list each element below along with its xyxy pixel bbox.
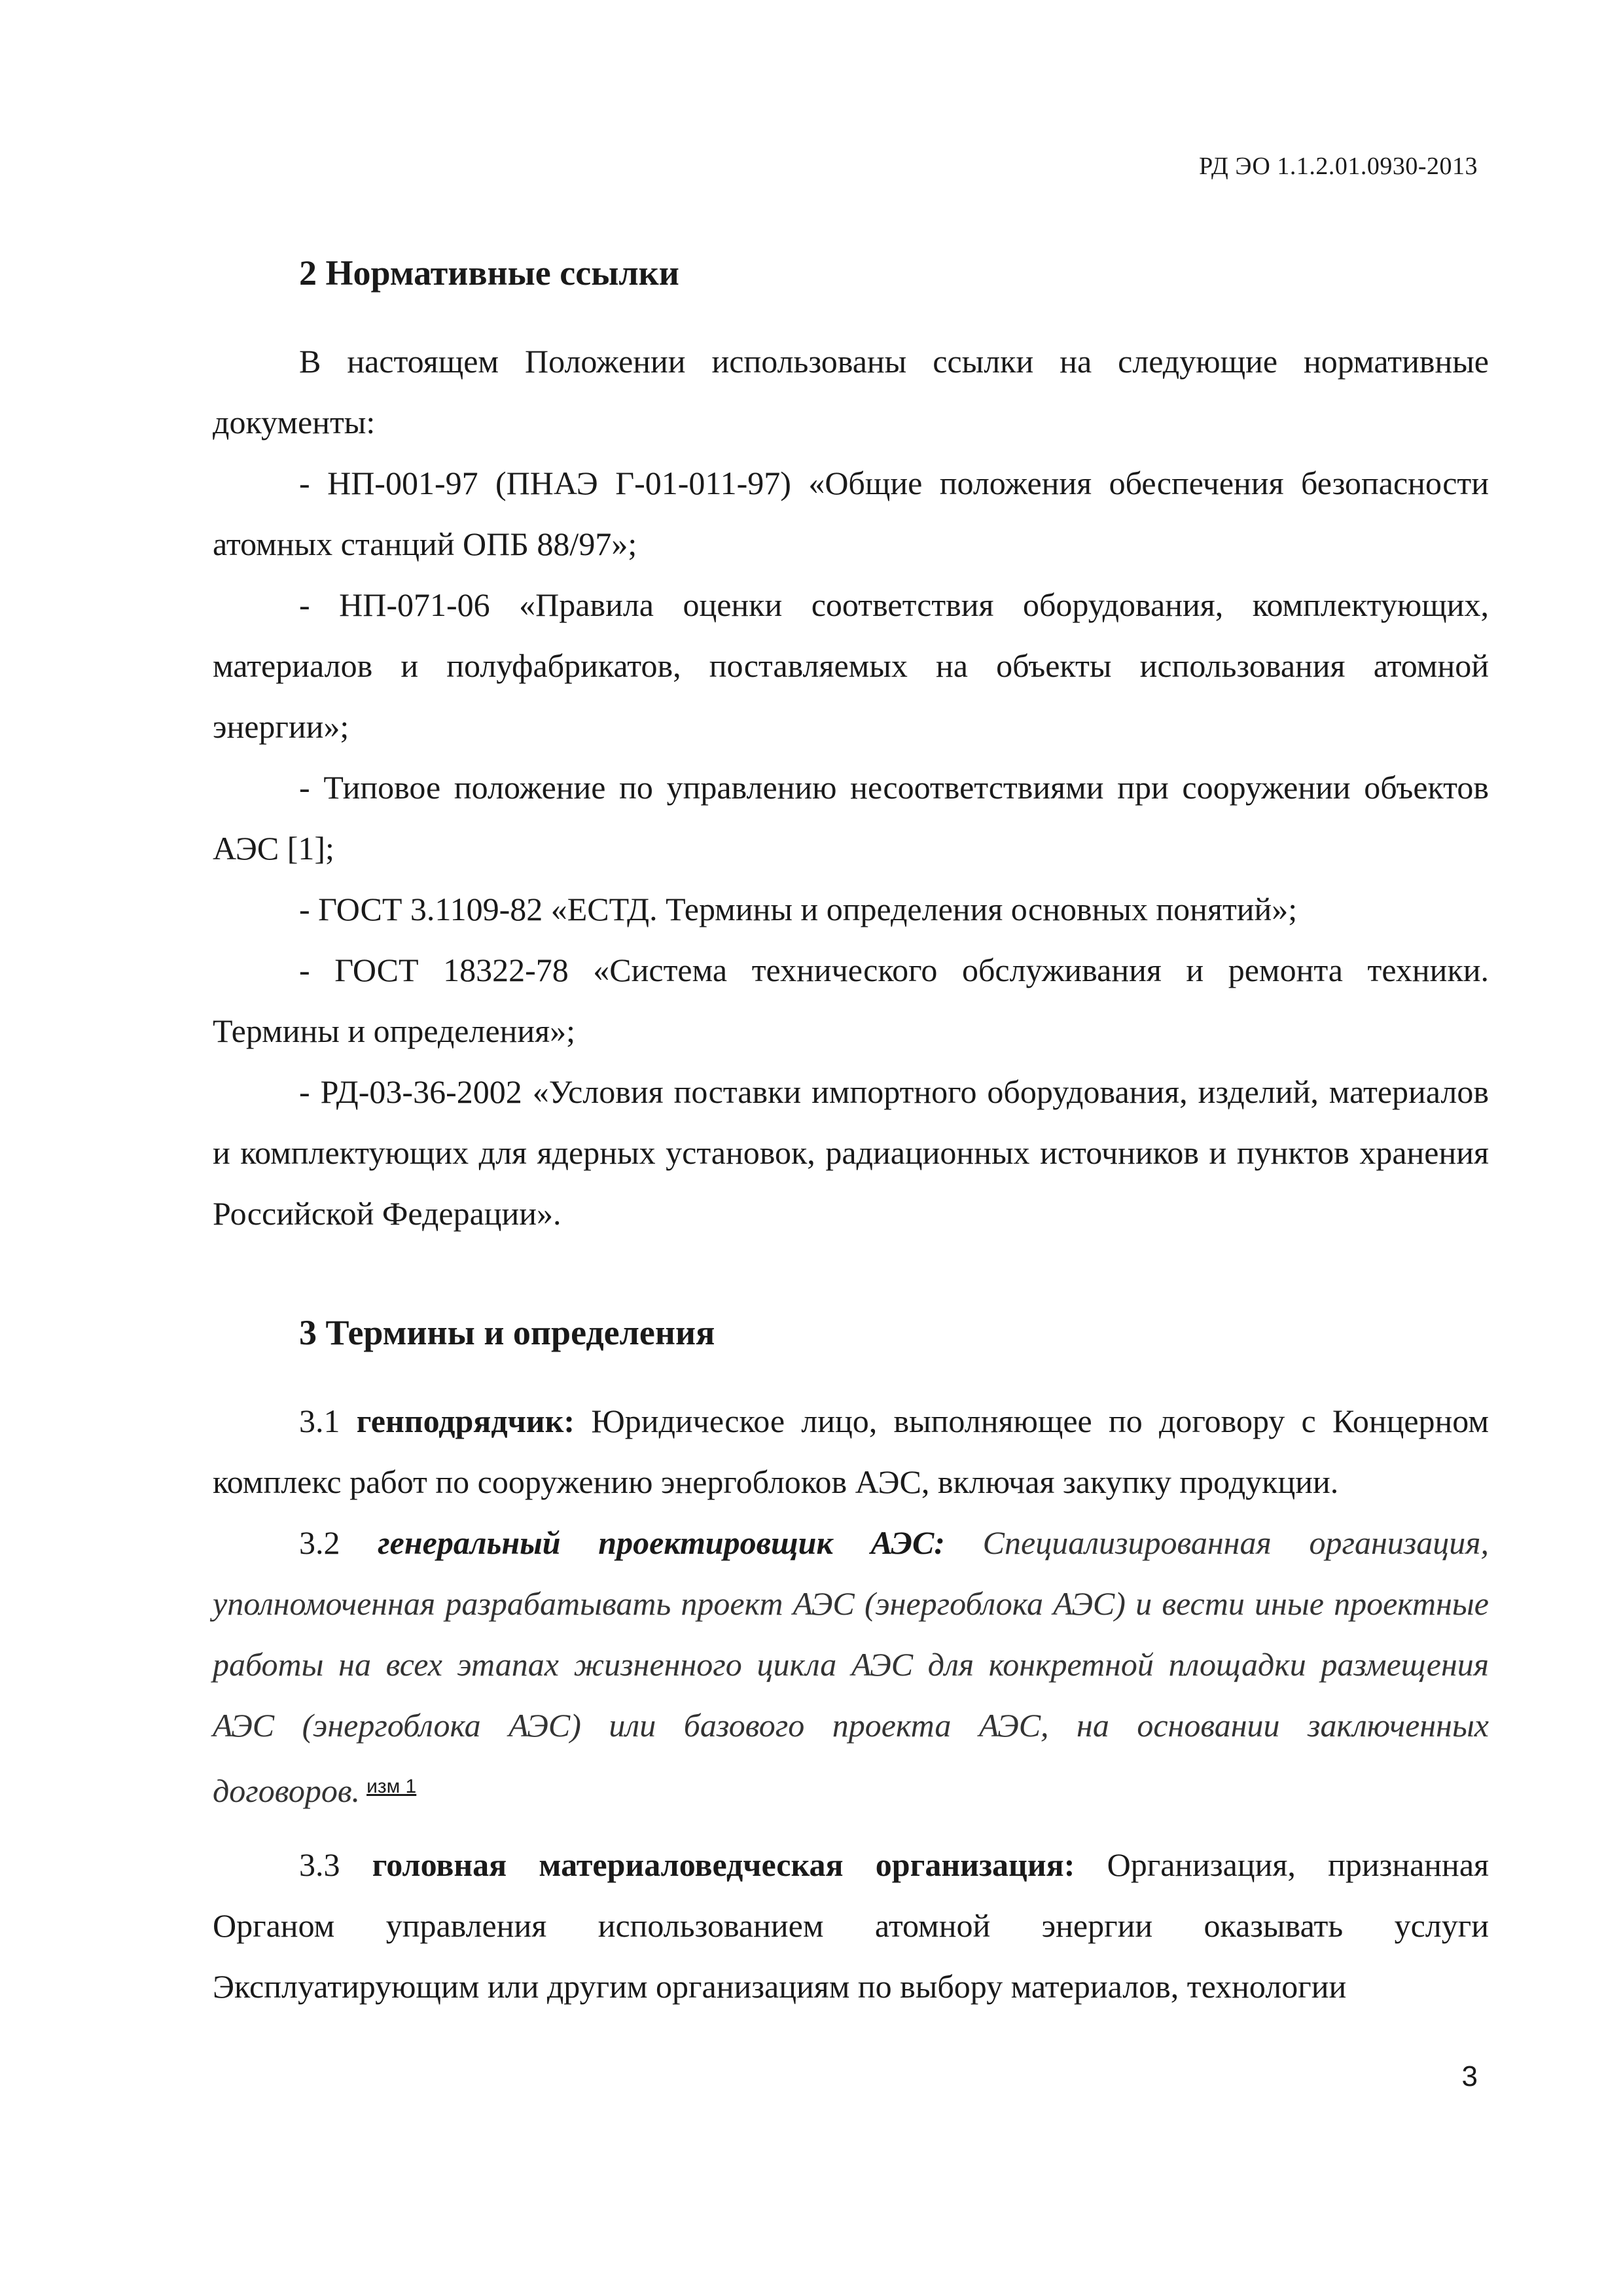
section-2-heading: 2 Нормативные ссылки bbox=[299, 253, 679, 293]
term-number: 3.3 bbox=[299, 1846, 340, 1883]
term-definition: Юридическое лицо, выполняющее по договору с Концерном комплекс работ по сооружению энергоблоков АЭС, включая закупку продукции. bbox=[213, 1403, 1489, 1500]
document-code: РД ЭО 1.1.2.01.0930-2013 bbox=[1199, 152, 1478, 180]
section-3-heading: 3 Термины и определения bbox=[299, 1313, 715, 1352]
term-number: 3.1 bbox=[299, 1403, 340, 1439]
section-2-intro: В настоящем Положении использованы ссылки на следующие нормативные документы: bbox=[213, 343, 1489, 440]
term-name: генеральный проектировщик АЭС: bbox=[378, 1524, 945, 1561]
term-3-1 bbox=[213, 1391, 1489, 1513]
reference-item: - ГОСТ 18322-78 «Система технического обслуживания и ремонта техники. Термины и определения»; bbox=[213, 952, 1489, 1049]
reference-item: - Типовое положение по управлению несоответствиями при сооружении объектов АЭС [1]; bbox=[213, 769, 1489, 867]
term-number: 3.2 bbox=[299, 1524, 340, 1561]
term-3-2 bbox=[213, 1513, 1489, 1821]
reference-item: - ГОСТ 3.1109-82 «ЕСТД. Термины и определения основных понятий»; bbox=[299, 891, 1298, 927]
page-number: 3 bbox=[1461, 2060, 1478, 2092]
term-3-3 bbox=[213, 1835, 1489, 2017]
term-name: генподрядчик: bbox=[356, 1403, 575, 1439]
term-name: головная материаловедческая организация: bbox=[372, 1846, 1075, 1883]
reference-item: - РД-03-36-2002 «Условия поставки импортного оборудования, изделий, материалов и комплектующих для ядерных установок, радиационных источников и пунктов хранения Российской Федерации». bbox=[213, 1073, 1489, 1232]
term-definition: Специализированная организация, уполномоченная разрабатывать проект АЭС (энергоблока АЭС) и вести иные проектные работы на всех этапах жизненного цикла АЭС для конкретной площадки размещения АЭС (энергоблока АЭС) или базового проекта АЭС, на основании заключенных договоров. bbox=[213, 1524, 1489, 1809]
amendment-note: изм 1 bbox=[366, 1776, 417, 1797]
page-content bbox=[213, 242, 1489, 2017]
reference-item: - НП-001-97 (ПНАЭ Г-01-011-97) «Общие положения обеспечения безопасности атомных станций ОПБ 88/97»; bbox=[213, 465, 1489, 562]
term-definition: Организация, признанная Органом управления использованием атомной энергии оказывать услуги Эксплуатирующим или другим организациям по выбору материалов, технологии bbox=[213, 1846, 1489, 2005]
reference-item: - НП-071-06 «Правила оценки соответствия оборудования, комплектующих, материалов и полуфабрикатов, поставляемых на объекты использования атомной энергии»; bbox=[213, 586, 1489, 745]
